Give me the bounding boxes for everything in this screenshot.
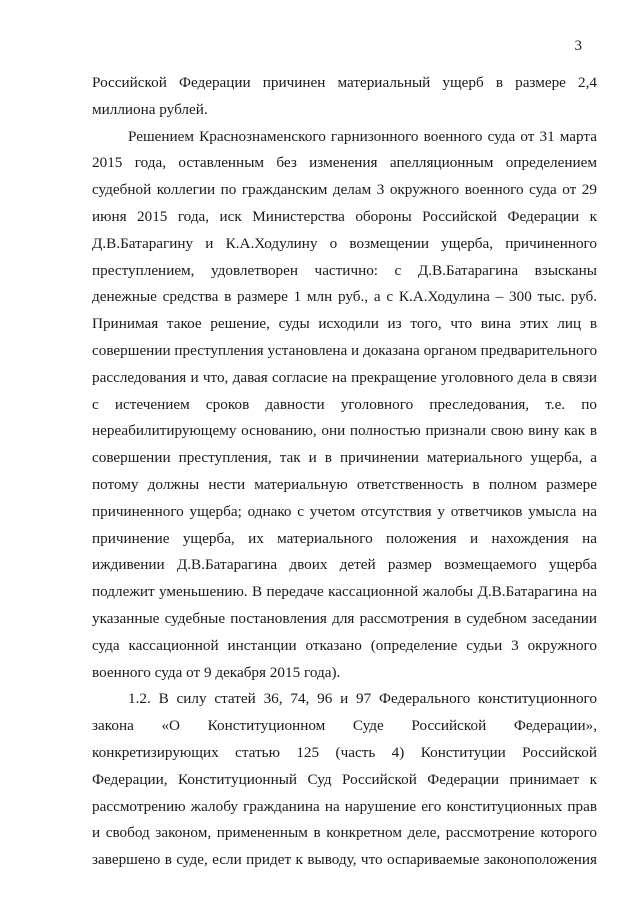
text-line: иждивении Д.В.Батарагина двоих детей размер возмещаемого ущерба [92,556,597,574]
text-line: нереабилитирующему основанию, они полностью признали свою вину как в [92,422,597,440]
text-line: закона «О Конституционном Суде Российской Федерации», [92,717,597,735]
page-number: 3 [574,38,582,54]
text-line: потому должны нести материальную ответственность в полном размере [92,475,597,493]
text-line: Российской Федерации причинен материальный ущерб в размере 2,4 [92,74,597,91]
text-line: июня 2015 года, иск Министерства обороны Российской Федерации к [92,207,597,225]
text-line: указанные судебные постановления для рассмотрения в судебном заседании [92,609,597,627]
text-line: подлежит уменьшению. В передаче кассационной жалобы Д.В.Батарагина на [92,583,597,601]
text-line: Решением Краснознаменского гарнизонного военного суда от 31 марта [128,127,597,145]
paragraph-2 [92,124,597,687]
text-line: 2015 года, оставленным без изменения апелляционным определением [92,154,597,172]
text-line: судебной коллегии по гражданским делам 3 окружного военного суда от 29 [92,181,597,199]
text-line: завершено в суде, если придет к выводу, что оспариваемые законоположения [92,851,597,869]
text-line: совершении преступления, так и в причинении материального ущерба, а [92,449,597,467]
text-line: суда кассационной инстанции отказано (определение судьи 3 окружного [92,636,597,654]
text-line: 1.2. В силу статей 36, 74, 96 и 97 Федерального конституционного [128,690,597,708]
text-line: Федерации, Конституционный Суд Российской Федерации принимает к [92,770,597,788]
paragraph-1 [92,70,597,124]
text-line: с истечением сроков давности уголовного преследования, т.е. по [92,395,597,413]
text-line: Принимая такое решение, суды исходили из того, что вина этих лиц в [92,315,597,333]
text-line: преступлением, удовлетворен частично: с Д.В.Батарагина взысканы [92,261,597,279]
text-line: миллиона рублей. [92,100,208,118]
text-line: рассмотрению жалобу гражданина на нарушение его конституционных прав [92,797,597,815]
text-line: конкретизирующих статью 125 (часть 4) Конституции Российской [92,743,597,761]
text-line: и свобод законом, примененным в конкретном деле, рассмотрение которого [92,824,597,842]
text-line: денежные средства в размере 1 млн руб., а с К.А.Ходулина – 300 тыс. руб. [92,288,597,306]
document-body [92,70,597,874]
text-line: причиненного ущерба; однако с учетом отсутствия у ответчиков умысла на [92,502,597,520]
text-line: причинение ущерба, их материального положения и нахождения на [92,529,597,547]
text-line: расследования и что, давая согласие на прекращение уголовного дела в связи [92,368,597,386]
text-line: военного суда от 9 декабря 2015 года). [92,663,341,681]
text-line: Д.В.Батарагину и К.А.Ходулину о возмещении ущерба, причиненного [92,234,597,252]
paragraph-3 [92,686,597,874]
text-line: совершении преступления установлена и доказана органом предварительного [92,341,598,359]
